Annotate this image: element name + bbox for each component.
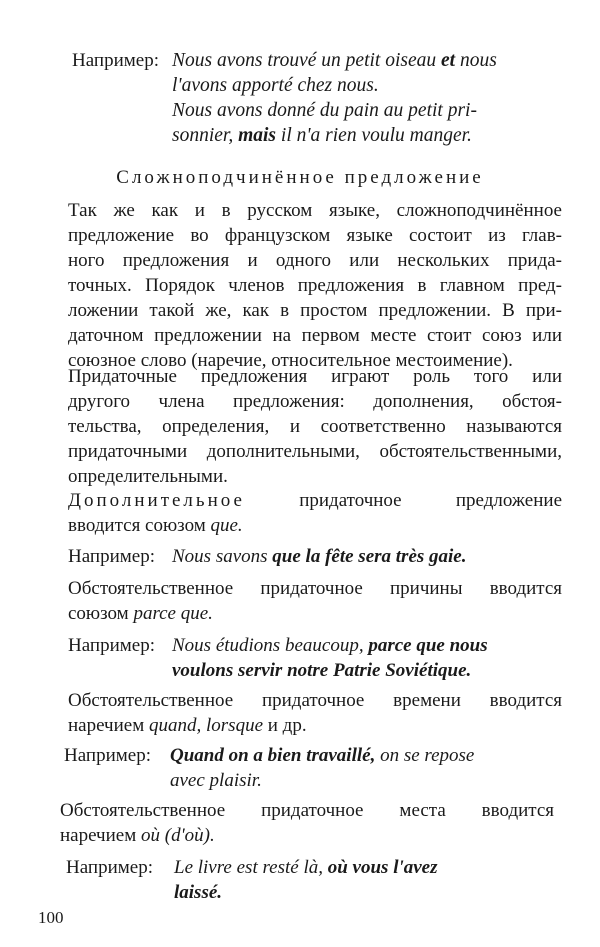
paragraph-6: Обстоятельственное придаточное места вводится наречием où (d'où). [60,800,554,846]
example-label: Например: [72,50,159,71]
example-label: Например: [68,546,155,567]
example-label: Например: [64,745,151,766]
paragraph-3: Дополнительное придаточное предложение вводится союзом que. [68,490,562,536]
example-label: Например: [66,857,153,878]
example-label: Например: [68,635,155,656]
paragraph-4: Обстоятельственное придаточное причины вводится союзом parce que. [68,578,562,624]
example-5: Например: Le livre est resté là, où vous l'avez laissé. [66,857,438,903]
paragraph-1: Так же как и в русском языке, сложноподчинённое предложение во французском языке состоит из глав- ного предложения и одного или нескольких прида- точных. Порядок членов предложения в главном пред- ложении такой же, как в простом предложении. В при- даточном предложении на первом месте стоит союз или союзное слово (наречие, относительное местоимение). [68,200,562,371]
paragraph-5: Обстоятельственное придаточное времени вводится наречием quand, lorsque и др. [68,690,562,736]
example-2: Например: Nous savons que la fête sera très gaie. [68,546,467,567]
page-number: 100 [38,908,64,927]
example-1: Например: Nous avons trouvé un petit oiseau et nous l'avons apporté chez nous. Nous avons donné du pain au petit pri- sonnier, mais il n'a rien voulu manger. [72,50,497,146]
paragraph-2: Придаточные предложения играют роль того или другого члена предложения: дополнения, обстоя- тельства, определения, и соответственно называются придаточными дополнительными, обстоятельственными, определительными. [68,366,562,487]
section-heading: Сложноподчинённое предложение [116,167,484,188]
example-4: Например: Quand on a bien travaillé, on se repose avec plaisir. [64,745,475,791]
example-3: Например: Nous étudions beaucoup, parce que nous voulons servir notre Patrie Soviétique. [68,635,488,681]
